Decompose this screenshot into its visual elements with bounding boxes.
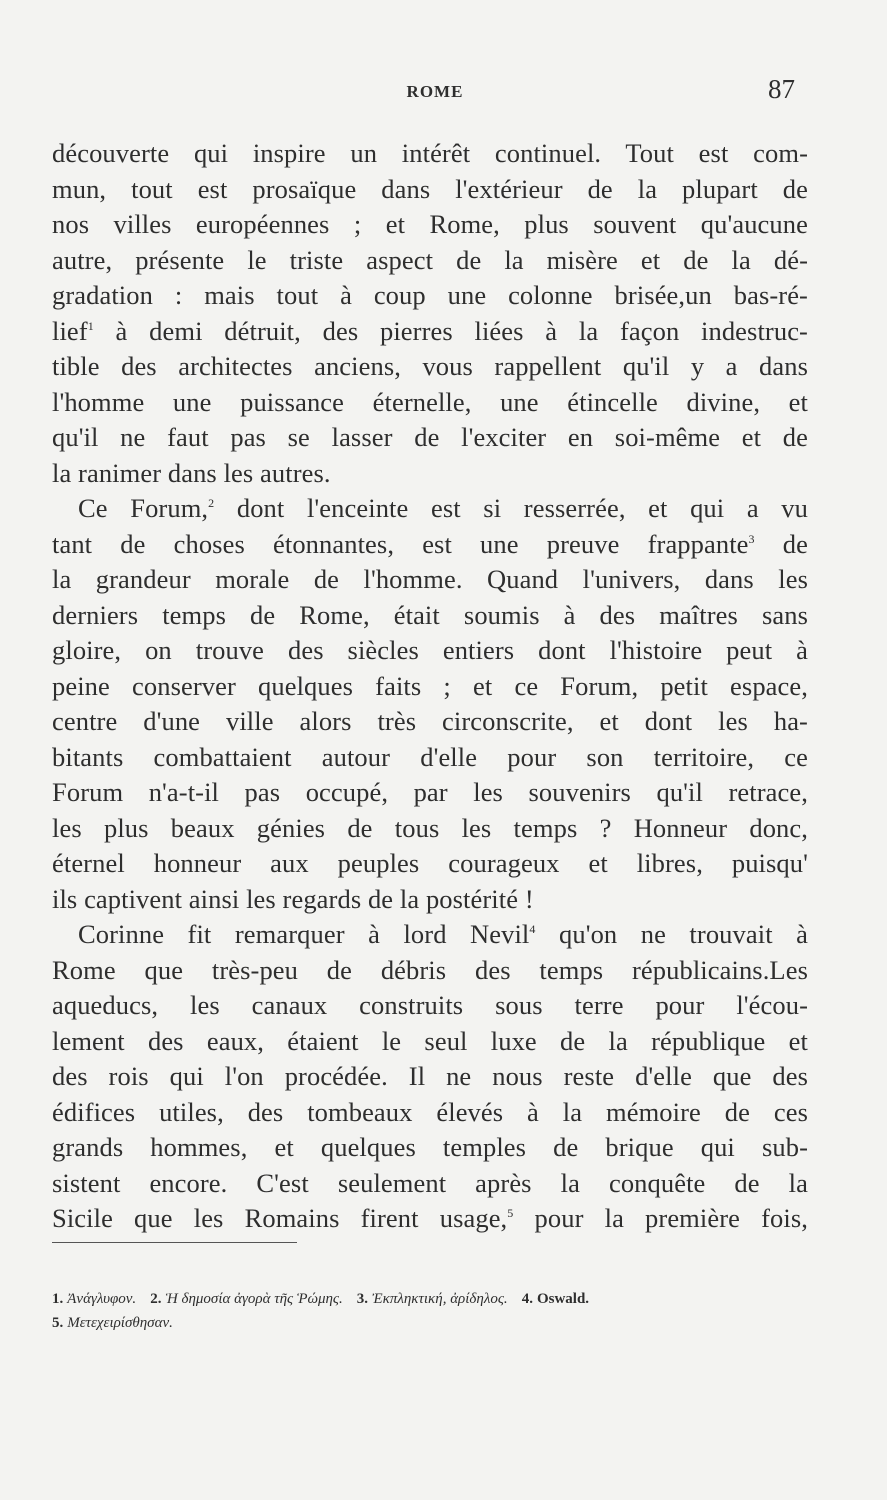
text-segment: derniers temps de Rome, était soumis à des maîtres sans <box>52 599 808 630</box>
text-line <box>52 314 808 350</box>
footnote-marker: 3 <box>748 531 755 546</box>
text-line <box>52 988 808 1024</box>
text-segment: pour la première fois, <box>513 1203 808 1233</box>
footnote-marker: 2 <box>208 496 215 511</box>
text-line <box>52 953 808 989</box>
text-segment: autre, présente le triste aspect de la misère et de la dé- <box>52 244 808 275</box>
text-segment: Forum n'a-t-il pas occupé, par les souvenirs qu'il retrace, <box>52 777 808 807</box>
text-segment: lement des eaux, étaient le seul luxe de la république et <box>52 1025 808 1056</box>
text-segment: peine conserver quelques faits ; et ce Forum, petit espace, <box>52 670 808 701</box>
text-segment: qu'il ne faut pas se lasser de l'exciter en soi-même et de <box>52 422 808 452</box>
text-line <box>52 172 808 208</box>
text-line <box>52 1024 808 1060</box>
text-segment: nos villes européennes ; et Rome, plus souvent qu'aucune <box>52 209 808 239</box>
text-line <box>52 385 808 421</box>
text-segment: édifices utiles, des tombeaux élevés à la mémoire de ces <box>52 1096 808 1127</box>
footnote-text: Oswald. <box>536 1291 590 1307</box>
text-line <box>52 136 808 172</box>
footnote-text: Ἀνάγλυφον. <box>67 1291 137 1307</box>
text-line <box>52 846 808 882</box>
footnote-number: 3. <box>356 1291 369 1307</box>
text-line <box>52 278 808 314</box>
text-line <box>52 775 808 811</box>
text-line <box>52 704 808 740</box>
body-text <box>52 136 808 1237</box>
text-segment: les plus beaux génies de tous les temps ? Honneur donc, <box>52 812 808 843</box>
text-line <box>52 882 808 918</box>
text-line <box>52 633 808 669</box>
text-line <box>52 917 808 953</box>
text-segment: mun, tout est prosaïque dans l'extérieur de la plupart de <box>52 173 808 204</box>
text-line <box>52 456 808 492</box>
text-segment: lief <box>52 315 88 346</box>
running-title: ROME <box>406 82 464 101</box>
text-line <box>52 1166 808 1202</box>
text-segment: tible des architectes anciens, vous rappellent qu'il y a dans <box>52 351 808 381</box>
text-line <box>52 1130 808 1166</box>
footnote <box>52 1315 173 1331</box>
footnote-marker: 1 <box>87 318 94 333</box>
footnote <box>150 1291 343 1307</box>
text-segment: dont l'enceinte est si resserrée, et qui a vu <box>214 493 808 523</box>
text-line <box>52 491 808 527</box>
text-segment: bitants combattaient autour d'elle pour son territoire, ce <box>52 741 808 772</box>
text-line <box>52 740 808 776</box>
text-segment: gloire, on trouve des siècles entiers dont l'histoire peut à <box>52 635 808 665</box>
text-segment: découverte qui inspire un intérêt continuel. Tout est com- <box>52 138 808 168</box>
footnote-number: 2. <box>150 1291 162 1307</box>
text-line <box>52 207 808 243</box>
footnote-text: Ἡ δημοσία ἀγορὰ τῆς Ῥώμης. <box>165 1291 343 1307</box>
text-line <box>52 669 808 705</box>
text-segment: la grandeur morale de l'homme. Quand l'univers, dans les <box>52 564 808 594</box>
footnote <box>52 1291 136 1307</box>
footnote-divider <box>52 1242 297 1243</box>
footnote-text: Ἐκπληκτική, ἀρίδηλος. <box>372 1291 508 1307</box>
footnote-marker: 4 <box>529 922 536 937</box>
text-segment: Rome que très-peu de débris des temps républicains.Les <box>52 954 808 985</box>
text-segment: gradation : mais tout à coup une colonne brisée,un bas-ré- <box>52 280 808 310</box>
text-segment: Corinne fit remarquer à lord Nevil <box>78 919 530 949</box>
text-segment: éternel honneur aux peuples courageux et libres, puisqu' <box>52 848 808 878</box>
footnote <box>357 1291 508 1307</box>
footnote-number: 1. <box>52 1291 64 1307</box>
text-line <box>52 562 808 598</box>
text-segment: l'homme une puissance éternelle, une étincelle divine, et <box>52 386 808 417</box>
text-segment: la ranimer dans les autres. <box>52 457 331 488</box>
text-segment: Sicile que les Romains firent usage, <box>52 1203 508 1233</box>
text-segment: centre d'une ville alors très circonscrite, et dont les ha- <box>52 706 808 736</box>
footnote-marker: 5 <box>507 1206 514 1221</box>
text-segment: qu'on ne trouvait à <box>535 919 808 949</box>
text-segment: ils captivent ainsi les regards de la postérité ! <box>52 883 534 914</box>
footnote <box>522 1291 589 1307</box>
text-line <box>52 243 808 279</box>
text-line <box>52 598 808 634</box>
footnote-number: 5. <box>52 1315 64 1331</box>
text-segment: Ce Forum, <box>78 493 209 523</box>
text-segment: aqueducs, les canaux construits sous terre pour l'écou- <box>52 990 808 1020</box>
text-line <box>52 1059 808 1095</box>
text-segment: des rois qui l'on procédée. Il ne nous reste d'elle que des <box>52 1061 808 1091</box>
text-line <box>52 1095 808 1131</box>
footnotes <box>52 1287 812 1335</box>
text-segment: tant de choses étonnantes, est une preuve frappante <box>52 528 749 559</box>
footnote-number: 4. <box>521 1291 533 1307</box>
text-line <box>52 811 808 847</box>
text-line <box>52 420 808 456</box>
text-line <box>52 527 808 563</box>
footnote-text: Μετεχειρίσθησαν. <box>67 1315 173 1331</box>
page-number: 87 <box>768 74 795 104</box>
text-segment: grands hommes, et quelques temples de brique qui sub- <box>52 1132 808 1162</box>
text-line <box>52 349 808 385</box>
text-segment: à demi détruit, des pierres liées à la façon indestruc- <box>93 315 808 346</box>
text-segment: de <box>754 528 809 559</box>
text-segment: sistent encore. C'est seulement après la conquête de la <box>52 1167 808 1198</box>
text-line <box>52 1201 808 1237</box>
